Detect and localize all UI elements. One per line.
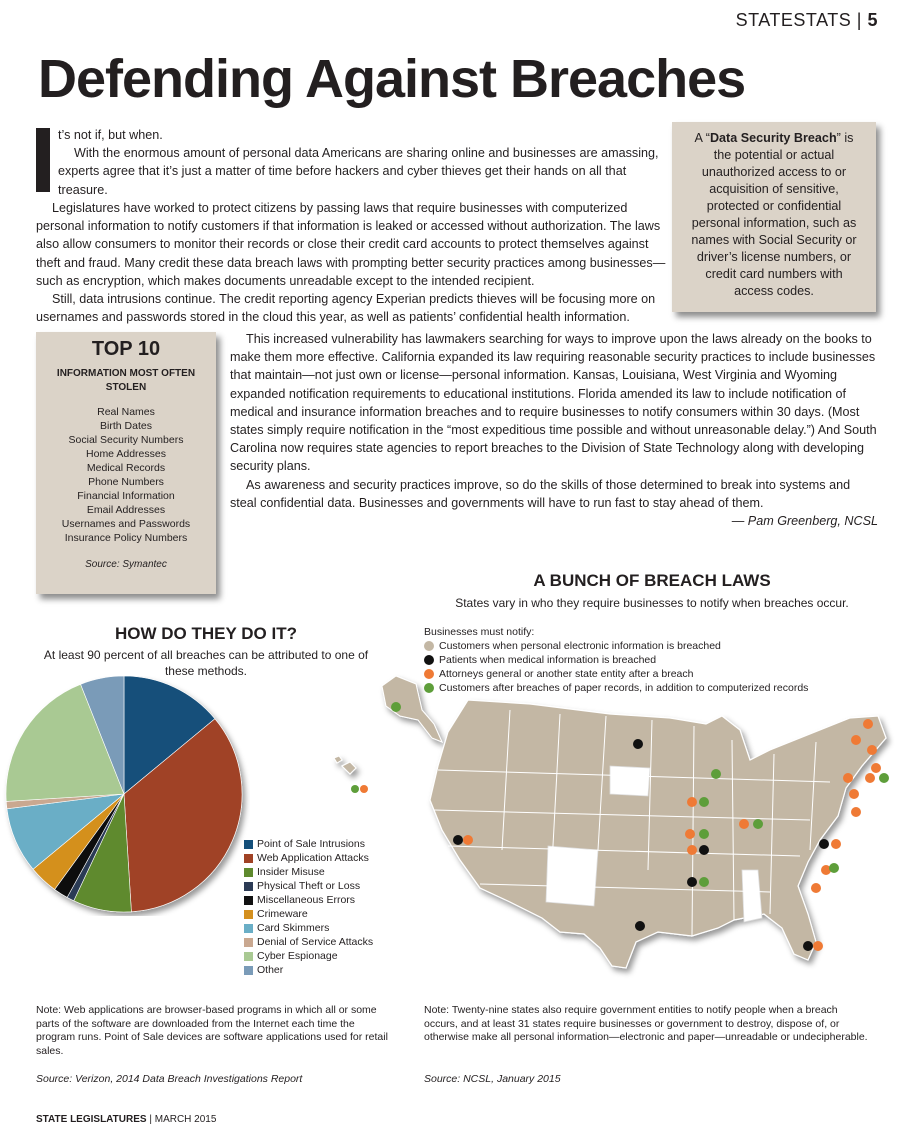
article-body-middle — [36, 199, 670, 326]
map-legend-title: Businesses must notify: — [424, 626, 535, 638]
article-paragraph: As awareness and security practices improve, so do the skills of those determined to break into systems and steal confidential data. Businesses and governments will have to run fast to stay ahead of them. — [230, 477, 851, 510]
list-item: Usernames and Passwords — [61, 518, 191, 530]
list-item: Insurance Policy Numbers — [64, 532, 188, 544]
page-header — [736, 10, 878, 31]
map-dot — [687, 877, 697, 887]
alabama-shape — [742, 870, 762, 922]
map-legend-item: Patients when medical information is breached — [424, 653, 808, 667]
map-dot — [863, 719, 873, 729]
article-author: — Pam Greenberg, NCSL — [731, 514, 878, 529]
page-footer — [36, 1114, 216, 1125]
pie-chart — [0, 676, 250, 916]
definition-box: A “Data Security Breach” is the potential or actual unauthorized access to or acquisition of sensitive, protected or confidential personal information, such as names with Social Security or driver’s license numbers, or credit card numbers with access codes. — [672, 122, 876, 312]
footer-separator: | — [149, 1114, 152, 1125]
legend-dot — [424, 655, 434, 665]
south-dakota-shape — [610, 766, 650, 796]
legend-swatch — [244, 966, 253, 975]
map-dot — [843, 773, 853, 783]
pie-legend-item: Point of Sale Intrusions — [244, 837, 373, 851]
new-mexico-shape — [546, 846, 598, 906]
page-number: 5 — [867, 10, 878, 30]
list-item: Social Security Numbers — [68, 434, 184, 446]
section-name: STATESTATS — [735, 10, 852, 30]
pie-legend-item: Miscellaneous Errors — [244, 893, 373, 907]
map-note: Note: Twenty-nine states also require government entities to notify people when a breach occurs, and at least 31 states require businesses or government to destroy, dispose of, or otherwise make all personal information—electronic and paper—unreadable or undecipherable. — [424, 1004, 868, 1043]
top10-subtitle: INFORMATION MOST OFTEN STOLEN — [56, 368, 196, 393]
header-separator: | — [856, 10, 862, 30]
map-dot — [851, 807, 861, 817]
map-dot — [391, 702, 401, 712]
legend-swatch — [244, 896, 253, 905]
article-paragraph: t’s not if, but when. — [58, 128, 163, 142]
top10-source: Source: Symantec — [85, 559, 167, 570]
pie-subheading: At least 90 percent of all breaches can be attributed to one of these methods. — [43, 648, 369, 678]
legend-swatch — [244, 910, 253, 919]
article-paragraph: This increased vulnerability has lawmakers searching for ways to improve upon the laws already on the books to make them more effective. California expanded its law requiring reasonable security practices to include businesses that maintain—not just own or license—personal information. Kansas, Louisiana, West Virginia and Wyoming expanded notification requirements to educational institutions. Florida amended its law to include notification of medical and insurance information breaches and to require businesses to notify consumers within 30 days. (Most states simply require notification in the “most expeditious time possible and without unreasonable delay.”) And South Carolina now requires state agencies to report breaches to the Division of State Technology along with developing security plans. — [230, 332, 877, 474]
map-dot — [829, 863, 839, 873]
map-dot — [351, 785, 359, 793]
map-subheading: States vary in who they require businesses to notify when breaches occur. — [455, 596, 849, 610]
pie-heading: HOW DO THEY DO IT? — [115, 624, 297, 643]
map-dot — [687, 797, 697, 807]
map-dot — [831, 839, 841, 849]
map-dot — [867, 745, 877, 755]
map-dot — [699, 797, 709, 807]
map-dot — [871, 763, 881, 773]
list-item: Medical Records — [86, 462, 166, 474]
map-dot — [879, 773, 889, 783]
map-heading: A BUNCH OF BREACH LAWS — [533, 571, 771, 590]
article-paragraph: Still, data intrusions continue. The credit reporting agency Experian predicts thieves will be focusing more on usernames and passwords stored in the cloud this year, as well as patients’ confidential health information. — [36, 292, 656, 325]
article-title: Defending Against Breaches — [38, 49, 746, 109]
list-item: Real Names — [97, 406, 155, 418]
map-dot — [633, 739, 643, 749]
definition-term: Data Security Breach — [709, 131, 837, 145]
map-dot — [851, 735, 861, 745]
drop-cap-i — [36, 128, 50, 192]
map-legend-item: Attorneys general or another state entity after a breach — [424, 667, 808, 681]
map-dot — [811, 883, 821, 893]
list-item: Home Addresses — [86, 448, 166, 460]
top10-list — [36, 405, 216, 545]
map-dot — [699, 845, 709, 855]
pie-legend-item: Card Skimmers — [244, 921, 373, 935]
pie-legend-item: Cyber Espionage — [244, 949, 373, 963]
map-dot — [687, 845, 697, 855]
list-item: Birth Dates — [100, 420, 152, 432]
map-dot — [739, 819, 749, 829]
pie-source: Source: Verizon, 2014 Data Breach Investigations Report — [36, 1073, 303, 1085]
article-body-bottom — [230, 330, 878, 530]
map-source: Source: NCSL, January 2015 — [424, 1073, 561, 1085]
map-dot — [813, 941, 823, 951]
map-dot — [699, 829, 709, 839]
map-dot — [635, 921, 645, 931]
map-dot — [753, 819, 763, 829]
pie-legend-item: Physical Theft or Loss — [244, 879, 373, 893]
legend-swatch — [244, 952, 253, 961]
legend-swatch — [244, 868, 253, 877]
map-dot — [453, 835, 463, 845]
map-dot — [803, 941, 813, 951]
map-landmass — [334, 676, 886, 968]
map-legend-item: Customers after breaches of paper records, in addition to computerized records — [424, 681, 808, 695]
map-dot — [699, 877, 709, 887]
legend-swatch — [244, 882, 253, 891]
list-item: Financial Information — [77, 490, 175, 502]
map-dot — [819, 839, 829, 849]
definition-text: is the potential or actual unauthorized access to or acquisition of sensitive, protected or confidential personal information, such as names with Social Security or driver’s license numbers, or credit card numbers with access codes. — [691, 131, 857, 298]
top10-box — [36, 332, 216, 594]
map-dot — [711, 769, 721, 779]
publication-name: STATE LEGISLATURES — [36, 1114, 147, 1125]
legend-swatch — [244, 840, 253, 849]
map-legend-item: Customers when personal electronic information is breached — [424, 639, 808, 653]
legend-swatch — [244, 854, 253, 863]
article-paragraph: Legislatures have worked to protect citizens by passing laws that require businesses with computerized personal information to notify customers if that information is leaked or accessed without authorization. The laws also allow consumers to monitor their records or close their credit card accounts to protect themselves against theft and fraud. Many credit these data breach laws with prompting better security practices among businesses—such as encryption, which makes documents unreadable except to the intended recipient. — [36, 201, 666, 288]
alaska-shape — [382, 676, 442, 742]
map-dot — [865, 773, 875, 783]
issue-date: MARCH 2015 — [154, 1114, 217, 1125]
list-item: Phone Numbers — [88, 476, 164, 488]
contiguous-us-shape — [430, 700, 886, 968]
article-paragraph: With the enormous amount of personal data Americans are sharing online and businesses are amassing, experts agree that it’s just a matter of time before hackers and cyber thieves get their hands on all that treasure. — [58, 146, 659, 197]
pie-note: Note: Web applications are browser-based programs in which all or some parts of the software are downloaded from the Internet each time the program runs. Point of Sale devices are software applications used for retail sales. — [36, 1004, 388, 1057]
pie-legend-item: Other — [244, 963, 373, 977]
pie-legend-item: Web Application Attacks — [244, 851, 373, 865]
hawaii-shape — [334, 756, 356, 774]
list-item: Email Addresses — [86, 504, 166, 516]
pie-legend-item: Crimeware — [244, 907, 373, 921]
legend-dot — [424, 641, 434, 651]
pie-legend-item: Denial of Service Attacks — [244, 935, 373, 949]
us-breach-law-map — [330, 670, 895, 990]
map-dot — [463, 835, 473, 845]
map-dot — [685, 829, 695, 839]
map-dot — [360, 785, 368, 793]
top10-title: TOP 10 — [91, 338, 161, 360]
pie-legend-item: Insider Misuse — [244, 865, 373, 879]
legend-swatch — [244, 938, 253, 947]
article-body-top — [58, 126, 670, 199]
legend-swatch — [244, 924, 253, 933]
map-dot — [849, 789, 859, 799]
